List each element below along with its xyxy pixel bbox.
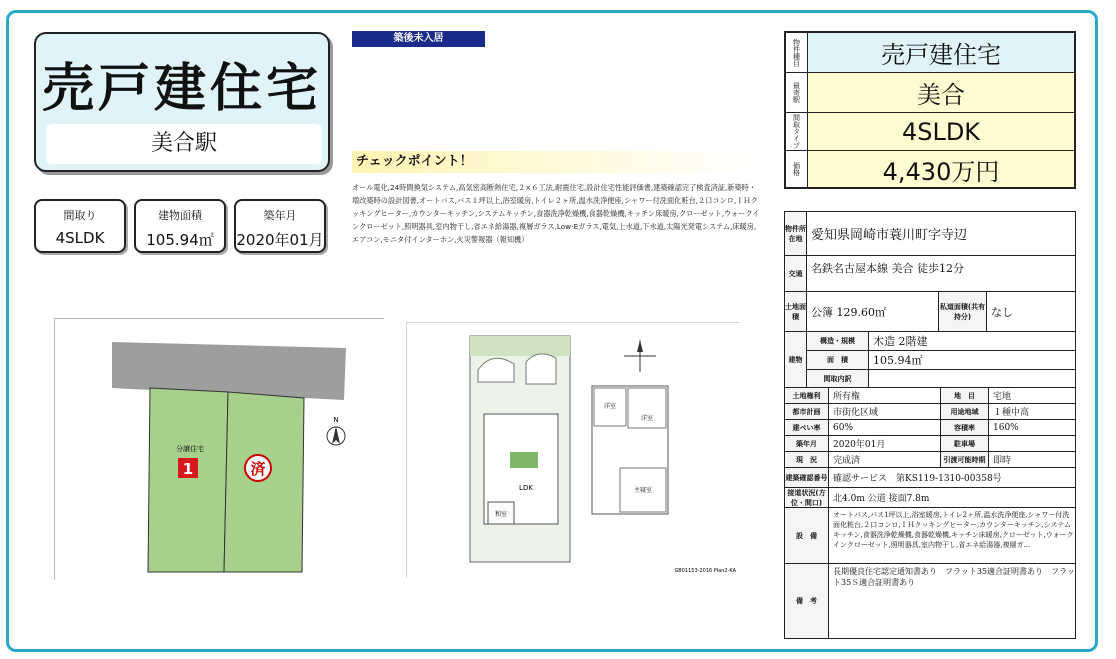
compass-icon	[624, 340, 656, 372]
value: 2020年01月	[829, 436, 941, 451]
row-coverage	[785, 420, 1075, 436]
room-youshitsu-2: 洋室	[640, 415, 654, 422]
details-table	[784, 211, 1076, 639]
label: 物件所在地	[785, 212, 807, 255]
label: 駐車場	[941, 436, 989, 451]
row-land-area	[785, 292, 1075, 332]
value: 公簿 129.60㎡	[807, 292, 939, 331]
value: １種中高	[993, 408, 1030, 418]
stat-layout	[34, 199, 126, 253]
sold-mark: 済	[250, 460, 266, 478]
floor-plan	[406, 322, 740, 578]
row-built	[785, 436, 1075, 452]
label: 建物	[785, 332, 807, 387]
row-building	[785, 332, 1075, 388]
summary-value: 4SLDK	[808, 113, 1074, 150]
lot-2	[224, 392, 304, 572]
page-title: 売戸建住宅	[41, 59, 322, 119]
stat-label: 築年月	[263, 209, 297, 222]
label: 都市計画	[785, 404, 829, 419]
value: 確認サービス 第KS119-1310-00358号	[833, 474, 1002, 484]
row-equipment	[785, 508, 1075, 564]
value: 北4.0m 公道 接面7.8m	[833, 494, 930, 504]
floor-plan-caption: GB01153-2016 Plan2-KA	[674, 568, 736, 574]
label: 築年月	[785, 436, 829, 451]
summary-row-layout	[786, 113, 1074, 151]
label: 面 積	[807, 351, 869, 369]
value: オートバス,バス1坪以上,浴室暖房,トイレ2ヶ所,温水洗浄便座,シャワー付洗面化粧台,２口コンロ,ＩＨクッキングヒーター,カウンターキッチン,システムキッチン,食器洗浄乾燥機,食器乾燥機,キッチン床暖房,クローゼット,ウォークインクローゼット,照明器具,室内物干し,省エネ給湯器,複層ガ...	[833, 511, 1074, 549]
lot-number: 1	[182, 460, 194, 478]
lot-label: 分譲住宅	[176, 445, 204, 453]
value: 長期優良住宅認定通知書あり フラット35適合証明書あり フラット35Ｓ適合証明書あり	[833, 567, 1075, 587]
value: 60%	[829, 420, 941, 435]
label: 地 目	[941, 388, 989, 403]
label: 構造・規模	[807, 332, 869, 350]
label: 接道状況(方位・間口)	[785, 488, 829, 507]
checkpoint-heading: チェックポイント！	[352, 151, 760, 173]
stat-floor-area	[134, 199, 226, 253]
summary-value: 美合	[808, 73, 1074, 112]
summary-row-price	[786, 151, 1074, 187]
row-rights	[785, 388, 1075, 404]
stat-value: 105.94㎡	[146, 231, 214, 249]
row-city-plan	[785, 404, 1075, 420]
value: なし	[991, 305, 1013, 319]
summary-row-type	[786, 33, 1074, 73]
value: 所有権	[829, 388, 941, 403]
label: 土地権利	[785, 388, 829, 403]
svg-text:N: N	[333, 416, 339, 424]
title-card	[34, 32, 330, 172]
room-ldk: LDK	[519, 484, 533, 492]
label: 引渡可能時期	[941, 452, 989, 467]
value: 宅地	[993, 392, 1012, 402]
room-youshitsu-1: 洋室	[603, 403, 617, 410]
value: 名鉄名古屋本線 美合 徒歩12分	[811, 262, 964, 275]
room-washitsu: 和室	[494, 511, 508, 518]
price-value: 4,430万円	[808, 151, 1074, 187]
value: 市街化区域	[829, 404, 941, 419]
stat-value: 2020年01月	[236, 231, 324, 249]
value: 木造 2階建	[873, 335, 928, 348]
unoccupied-badge: 築後未入居	[352, 31, 485, 47]
lot-1	[148, 388, 228, 572]
north-arrow-icon	[327, 416, 345, 445]
label: 建築確認番号	[785, 468, 829, 487]
summary-label: 最寄駅	[786, 73, 808, 112]
stat-label: 建物面積	[158, 209, 202, 222]
row-remarks	[785, 564, 1075, 638]
checkpoint-text: オール電化,24時間換気システム,高気密高断熱住宅,２×６工法,耐震住宅,設計住宅性能評価書,建築確認完了検査済証,新築時・増改築時の設計図書,オートバス,バス１坪以上,浴室暖房,トイレ２ヶ所,温水洗浄便座,シャワー付洗面化粧台,２口コンロ,ＩＨクッキングヒーター,カウンターキッチン,システムキッチン,食器洗浄乾燥機,食器乾燥機,キッチン床暖房,クローゼット,ウォークインクローゼット,照明器具,室内物干し,省エネ給湯器,複層ガラス,Low-Eガラス,電気,上水道,下水道,太陽光発電システム,床暖房,エアコン,モニタ付インターホン,火災警報器（報知機）	[352, 183, 760, 244]
stat-label: 間取り	[63, 209, 97, 222]
label: 土地面積	[785, 292, 807, 331]
value	[989, 436, 1075, 451]
summary-value: 売戸建住宅	[808, 33, 1074, 72]
summary-row-station	[786, 73, 1074, 113]
stat-value: 4SLDK	[55, 229, 105, 247]
label: 交通	[785, 256, 807, 291]
value: 105.94㎡	[873, 354, 923, 367]
value: 愛知県岡崎市蓑川町字寺辺	[811, 228, 968, 243]
road-shape	[112, 342, 346, 400]
stat-built	[234, 199, 326, 253]
room-master-bedroom: 主寝室	[633, 487, 653, 494]
value: 160%	[993, 422, 1019, 433]
label: 備 考	[785, 564, 829, 638]
row-transport	[785, 256, 1075, 292]
site-plan	[54, 318, 384, 578]
label: 建ぺい率	[785, 420, 829, 435]
label: 容積率	[941, 420, 989, 435]
label: 私道面積(共有持分)	[939, 292, 987, 331]
label: 現 況	[785, 452, 829, 467]
summary-label: 価格	[786, 151, 808, 187]
row-location	[785, 212, 1075, 256]
summary-table	[784, 31, 1076, 189]
row-status	[785, 452, 1075, 468]
label: 設 備	[785, 508, 829, 563]
value: 完成済	[829, 452, 941, 467]
station-label: 美合駅	[46, 124, 322, 164]
row-road	[785, 488, 1075, 508]
row-confirm	[785, 468, 1075, 488]
label: 用途地域	[941, 404, 989, 419]
summary-label: 間取タイプ	[786, 113, 808, 150]
label: 間取内訳	[807, 370, 869, 387]
summary-label: 物件種目	[786, 33, 808, 72]
value: 即時	[993, 456, 1012, 466]
